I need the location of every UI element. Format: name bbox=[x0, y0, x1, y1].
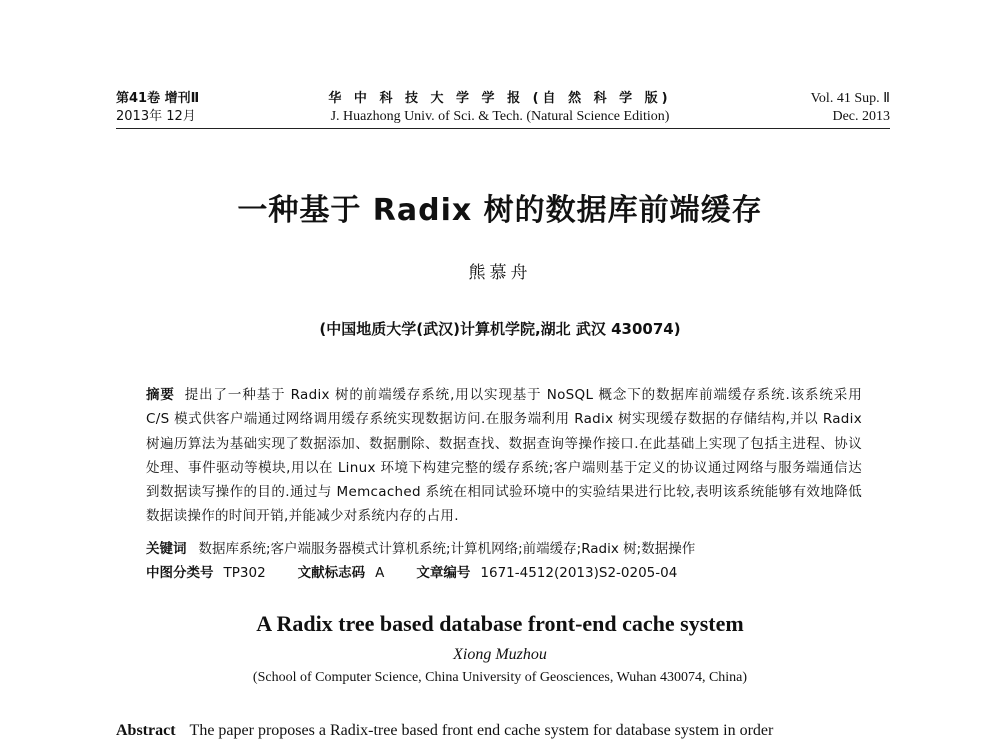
abstract-cn-text: 提出了一种基于 Radix 树的前端缓存系统,用以实现基于 NoSQL 概念下的数据库前端缓存系统.该系统采用 C/S 模式供客户端通过网络调用缓存系统实现数据访问.在服务端利用 Radix 树实现缓存数据的存储结构,并以 Radix 树遍历算法为基础实现了数据添加、数据删除、数据查找、数据查询等操作接口.在此基础上实现了包括主进程、协议处理、事件驱动等模块,用以在 Linux 环境下构建完整的缓存系统;客户端则基于定义的协议通过网络与服务端通信达到数据读写操作的目的.通过与 Memcached 系统在相同试验环境中的实验结果进行比较,表明该系统能够有效地降低数据读操作的时间开销,并能减少对系统内存的占用. bbox=[146, 387, 862, 525]
date-en: Dec. 2013 bbox=[832, 109, 890, 124]
abstract-cn bbox=[146, 383, 862, 529]
clc-value: TP302 bbox=[223, 565, 266, 581]
author-en: Xiong Muzhou bbox=[453, 646, 547, 663]
journal-name-cn: 华 中 科 技 大 学 学 报 (自 然 科 学 版) bbox=[328, 91, 672, 106]
doc-code-value: A bbox=[375, 565, 385, 581]
affiliation-cn: (中国地质大学(武汉)计算机学院,湖北 武汉 430074) bbox=[319, 320, 681, 338]
keywords-cn-text: 数据库系统;客户端服务器模式计算机系统;计算机网络;前端缓存;Radix 树;数据操作 bbox=[198, 541, 696, 557]
volume-issue: 第41卷 增刊Ⅱ bbox=[116, 91, 200, 106]
classification-line bbox=[146, 561, 862, 581]
year-month: 2013年 12月 bbox=[116, 109, 196, 124]
header-rule bbox=[116, 128, 890, 129]
abstract-en bbox=[116, 722, 906, 740]
article-number-value: 1671-4512(2013)S2-0205-04 bbox=[480, 565, 678, 581]
journal-name-en: J. Huazhong Univ. of Sci. & Tech. (Natural Science Edition) bbox=[330, 109, 670, 124]
journal-volume-info-en bbox=[811, 90, 890, 126]
abstract-en-label: Abstract bbox=[116, 722, 176, 739]
doc-code-label: 文献标志码 bbox=[297, 565, 366, 581]
abstract-cn-label: 摘要 bbox=[146, 387, 175, 403]
affiliation-en: (School of Computer Science, China University of Geosciences, Wuhan 430074, China) bbox=[252, 670, 748, 685]
keywords-cn-label: 关键词 bbox=[146, 541, 187, 557]
keywords-cn bbox=[146, 537, 862, 557]
article-number-label: 文章编号 bbox=[416, 565, 471, 581]
paper-title-en: A Radix tree based database front-end cache system bbox=[256, 611, 744, 636]
clc-label: 中图分类号 bbox=[146, 565, 214, 581]
volume-en: Vol. 41 Sup. Ⅱ bbox=[810, 91, 890, 106]
abstract-en-text: The paper proposes a Radix-tree based front end cache system for database system in order bbox=[189, 722, 774, 739]
paper-title-cn: 一种基于 Radix 树的数据库前端缓存 bbox=[237, 193, 763, 228]
author-cn: 熊慕舟 bbox=[468, 263, 532, 283]
